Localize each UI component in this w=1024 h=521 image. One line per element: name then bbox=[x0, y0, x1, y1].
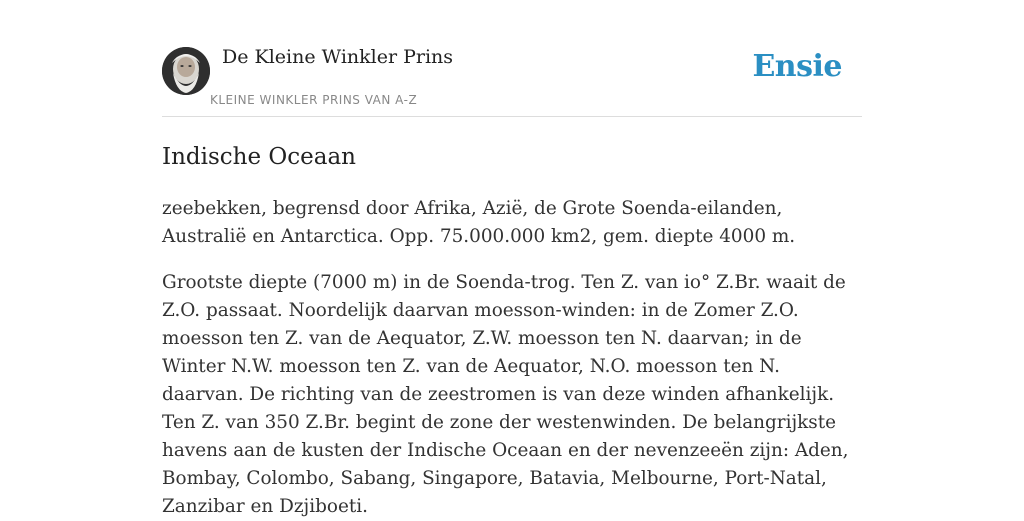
brand-logo[interactable]: Ensie bbox=[752, 49, 842, 84]
source-title[interactable]: De Kleine Winkler Prins bbox=[222, 46, 454, 68]
page bbox=[162, 0, 862, 521]
source-subtitle[interactable]: KLEINE WINKLER PRINS VAN A-Z bbox=[210, 93, 418, 107]
avatar[interactable] bbox=[162, 47, 210, 95]
article-title: Indische Oceaan bbox=[162, 144, 356, 170]
source-header bbox=[162, 0, 862, 117]
article-paragraph-2: Grootste diepte (7000 m) in de Soenda-trog. Ten Z. van io° Z.Br. waait de Z.O. passaat. Noordelijk daarvan moesson-winden: in de Zomer Z.O. moesson ten Z. van de Aequator, Z.W. moesson ten N. daarvan; in de Winter N.W. moesson ten Z. van de Aequator, N.O. moesson ten N. daarvan. De richting van de zeestromen is van deze winden afhankelijk. Ten Z. van 350 Z.Br. begint de zone der westenwinden. De belangrijkste havens aan de kusten der Indische Oceaan en der nevenzeeën zijn: Aden, Bombay, Colombo, Sabang, Singapore, Batavia, Melbourne, Port-Natal, Zanzibar en Dzjiboeti. bbox=[162, 272, 849, 517]
article-paragraph-1: zeebekken, begrensd door Afrika, Azië, de Grote Soenda-eilanden, Australië en Antarctica. Opp. 75.000.000 km2, gem. diepte 4000 m. bbox=[162, 198, 796, 247]
bearded-man-portrait-icon bbox=[162, 47, 210, 95]
